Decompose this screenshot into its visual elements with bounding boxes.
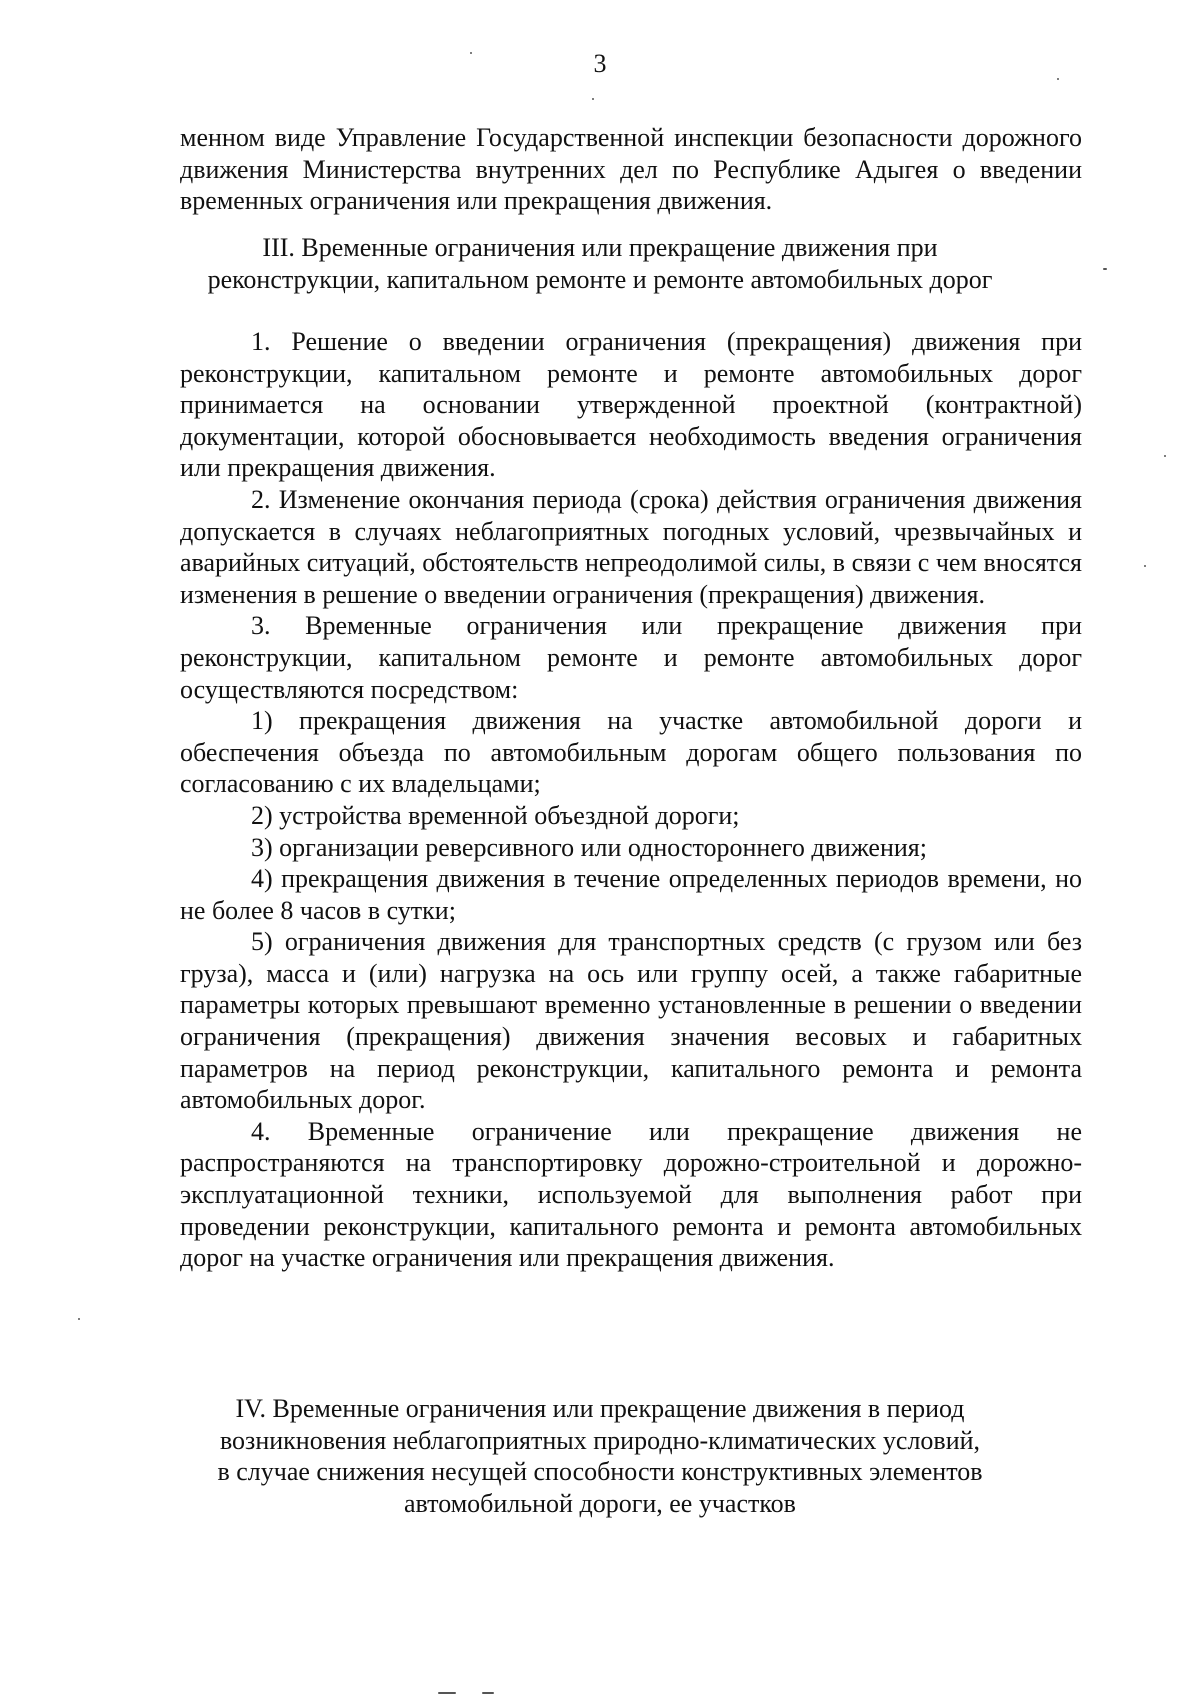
section-3-item-3: 3) организации реверсивного или одностороннего движения; [251,832,927,862]
scan-speck [1164,455,1166,457]
section-3-paragraph-3: 3. Временные ограничения или прекращение движения при реконструкции, капитальном ремонте и ремонте автомобильных дорог осуществляются посредством: [180,611,1082,704]
section-4-heading-line-4: автомобильной дороги, ее участков [404,1488,796,1518]
scan-speck [592,98,594,100]
scan-speck [1103,268,1107,270]
section-3-heading-line-1: III. Временные ограничения или прекращение движения при [262,233,938,262]
section-4-heading-line-1: IV. Временные ограничения или прекращение движения в период [235,1394,965,1423]
scan-speck [482,1692,494,1694]
page-number: 3 [593,49,607,78]
scan-speck [1057,78,1059,80]
scan-speck [78,1318,80,1320]
section-3-item-2: 2) устройства временной объездной дороги; [251,800,740,830]
section-3-item-1: 1) прекращения движения на участке автомобильной дороги и обеспечения объезда по автомобильным дорогам общего пользования по согласованию с их владельцами; [180,706,1082,799]
scan-speck [1144,565,1146,567]
section-4-heading-line-3: в случае снижения несущей способности конструктивных элементов [217,1457,983,1487]
section-3-paragraph-4: 4. Временные ограничение или прекращение движения не распространяются на транспортировку дорожно-строительной и дорожно-эксплуатационной техники, используемой для выполнения работ при проведении реконструкции, капитального ремонта и ремонта автомобильных дорог на участке ограничения или прекращения движения. [180,1116,1082,1273]
scan-speck [470,52,472,54]
section-3-heading [120,232,1080,295]
section-4-heading [120,1393,1080,1519]
intro-paragraph [180,122,1082,217]
intro-text: менном виде Управление Государственной инспекции безопасности дорожного движения Министерства внутренних дел по Республике Адыгея о введении временных ограничения или прекращения движения. [180,123,1082,216]
section-3-paragraph-1: 1. Решение о введении ограничения (прекращения) движения при реконструкции, капитальном ремонте и ремонте автомобильных дорог принимается на основании утвержденной проектной (контрактной) документации, которой обосновывается необходимость введения ограничения или прекращения движения. [180,327,1082,483]
scan-speck [438,1692,456,1694]
section-3-heading-line-2: реконструкции, капитальном ремонте и ремонте автомобильных дорог [207,264,993,294]
section-3-paragraph-2: 2. Изменение окончания периода (срока) действия ограничения движения допускается в случаях неблагоприятных погодных условий, чрезвычайных и аварийных ситуаций, обстоятельств непреодолимой силы, в связи с чем вносятся изменения в решение о введении ограничения (прекращения) движения. [180,484,1082,609]
section-3-item-5: 5) ограничения движения для транспортных средств (с грузом или без груза), масса и (или) нагрузка на ось или группу осей, а также габаритные параметры которых превышают временно установленные в решении о введении ограничения (прекращения) движения значения весовых и габаритных параметров на период реконструкции, капитального ремонта и ремонта автомобильных дорог. [180,927,1082,1115]
section-3-body [180,326,1082,1274]
section-4-heading-line-2: возникновения неблагоприятных природно-климатических условий, [219,1425,981,1455]
section-3-item-4: 4) прекращения движения в течение определенных периодов времени, но не более 8 часов в сутки; [180,864,1082,925]
